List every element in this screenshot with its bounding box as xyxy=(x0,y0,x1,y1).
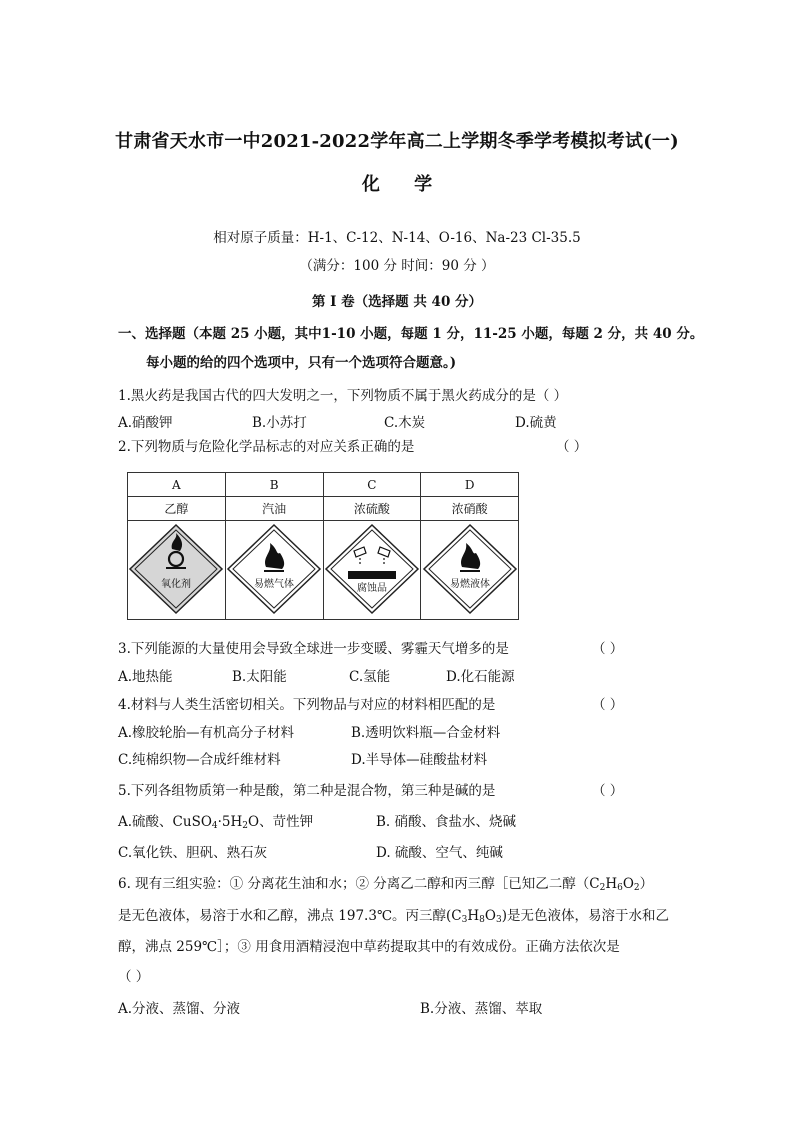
q3-option-b: B.太阳能 xyxy=(232,669,287,685)
q6-option-a: A.分液、蒸馏、分液 xyxy=(118,1001,241,1017)
q5-option-c: C.氧化铁、胆矾、熟石灰 xyxy=(118,845,268,861)
sign-label-c: 腐蚀品 xyxy=(356,582,387,594)
q3-option-d: D.化石能源 xyxy=(446,669,515,685)
hazard-letter-a: A xyxy=(128,473,226,497)
hazard-substance-d: 浓硝酸 xyxy=(421,497,519,521)
q6-option-b: B.分液、蒸馏、萃取 xyxy=(420,1001,543,1017)
subject-title: 化 学 xyxy=(361,174,447,195)
q5-answer-paren: （ ） xyxy=(592,783,624,799)
q6-line2: 是无色液体，易溶于水和乙醇，沸点 197.3℃。丙三醇$(C_3H_8O_3)$是无色液体，易溶于水和乙 xyxy=(118,908,669,925)
section-instruction-line2: 每小题的给的四个选项中，只有一个选项符合题意。) xyxy=(146,355,457,371)
q5-option-b: B. 硝酸、食盐水、烧碱 xyxy=(376,814,517,830)
q4-option-d: D.半导体—硅酸盐材料 xyxy=(351,752,488,768)
q3-stem: 3.下列能源的大量使用会导致全球进一步变暖、雾霾天气增多的是 xyxy=(118,641,509,657)
q3-option-a: A.地热能 xyxy=(118,669,173,685)
hazard-substance-b: 汽油 xyxy=(225,497,323,521)
q1-option-c: C.木炭 xyxy=(384,415,426,431)
sign-label-a: 氧化剂 xyxy=(161,578,192,590)
q4-stem: 4.材料与人类生活密切相关。下列物品与对应的材料相匹配的是 xyxy=(118,697,496,713)
hazard-letter-d: D xyxy=(421,473,519,497)
q4-option-a: A.橡胶轮胎—有机高分子材料 xyxy=(118,725,295,741)
q4-answer-paren: （ ） xyxy=(592,697,624,713)
q6-answer-paren: （ ） xyxy=(118,969,150,985)
q1-option-b: B.小苏打 xyxy=(252,415,307,431)
q5-option-a: A.硫酸、$CuSO_4\cdot 5H_2O$、苛性钾 xyxy=(118,814,314,831)
q1-stem: 1.黑火药是我国古代的四大发明之一，下列物质不属于黑火药成分的是（ ） xyxy=(118,388,568,404)
volume-title: 第 I 卷（选择题 共 40 分） xyxy=(311,294,483,310)
flammable-liquid-sign-icon xyxy=(422,523,518,615)
q4-option-b: B.透明饮料瓶—合金材料 xyxy=(351,725,501,741)
q1-option-a: A.硝酸钾 xyxy=(118,415,173,431)
atomic-masses: 相对原子质量：H-1、C-12、N-14、O-16、Na-23 Cl-35.5 xyxy=(213,230,581,246)
sign-label-b: 易燃气体 xyxy=(254,578,295,590)
hazard-sign-cell-c xyxy=(323,521,421,620)
flammable-gas-sign-icon xyxy=(226,523,322,615)
hazard-substance-c: 浓硫酸 xyxy=(323,497,421,521)
q5-option-d: D. 硫酸、空气、纯碱 xyxy=(376,845,503,861)
exam-title: 甘肃省天水市一中2021-2022学年高二上学期冬季学考模拟考试(一) xyxy=(115,131,679,152)
q1-option-d: D.硫黄 xyxy=(515,415,557,431)
q3-option-c: C.氢能 xyxy=(349,669,391,685)
hazard-sign-cell-a xyxy=(128,521,226,620)
hazard-letter-b: B xyxy=(225,473,323,497)
hazard-sign-cell-d xyxy=(421,521,519,620)
q4-option-c: C.纯棉织物—合成纤维材料 xyxy=(118,752,281,768)
hazard-sign-cell-b xyxy=(225,521,323,620)
corrosive-sign-icon xyxy=(324,523,420,615)
q3-answer-paren: （ ） xyxy=(592,641,624,657)
hazard-substance-a: 乙醇 xyxy=(128,497,226,521)
hazard-letter-c: C xyxy=(323,473,421,497)
q2-answer-paren: （ ） xyxy=(556,439,588,455)
section-instruction-line1: 一、选择题（本题 25 小题，其中1-10 小题，每题 1 分，11-25 小题，每题 2 分，共 40 分。 xyxy=(118,326,704,342)
q2-stem: 2.下列物质与危险化学品标志的对应关系正确的是 xyxy=(118,439,415,455)
q5-stem: 5.下列各组物质第一种是酸，第二种是混合物，第三种是碱的是 xyxy=(118,783,496,799)
score-time: （满分：100 分 时间：90 分 ） xyxy=(299,258,495,274)
q6-line1: 6. 现有三组实验：① 分离花生油和水；② 分离乙二醇和丙三醇［已知乙二醇$(C_2H_6O_2)$ xyxy=(118,876,654,893)
hazard-table xyxy=(127,472,519,620)
oxidizer-sign-icon xyxy=(128,523,224,615)
sign-label-d: 易燃液体 xyxy=(449,578,490,590)
q6-line3: 醇，沸点 259℃］；③ 用食用酒精浸泡中草药提取其中的有效成份。正确方法依次是 xyxy=(118,939,620,955)
